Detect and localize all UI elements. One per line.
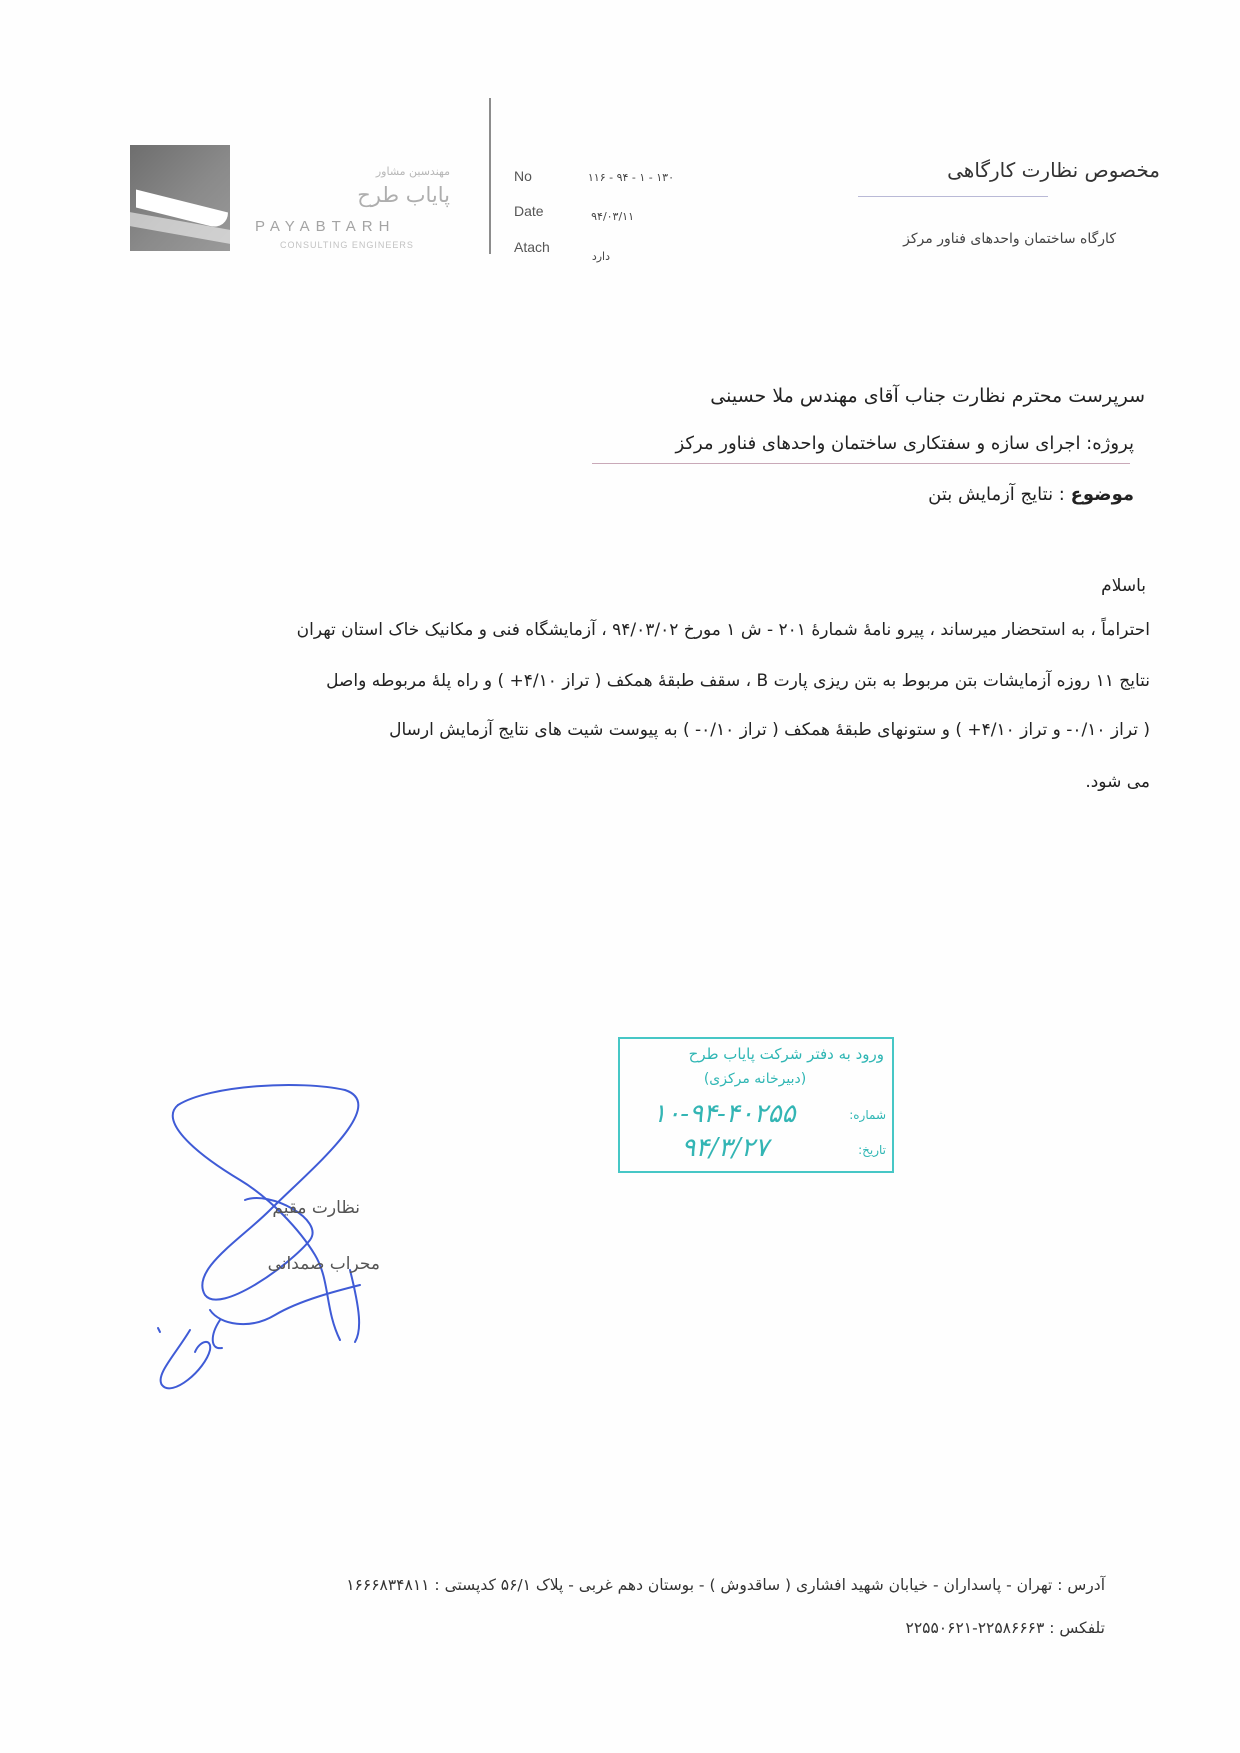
subject-label: موضوع [1070,484,1134,505]
company-logo [130,145,460,265]
handwritten-signature [150,1080,410,1400]
logo-mark-icon [130,145,230,251]
no-value: ۱۳۰ - ۱ - ۹۴ - ۱۱۶ [587,171,674,184]
received-stamp [618,1037,894,1173]
recipient-line: سرپرست محترم نظارت جناب آقای مهندس ملا حسینی [710,385,1145,407]
header-divider [489,98,491,254]
project-line: پروژه: اجرای سازه و سفتکاری ساختمان واحدهای فناور مرکز [675,433,1134,454]
no-label: No [514,168,532,184]
body-line: احتراماً ، به استحضار میرساند ، پیرو نامۀ شمارۀ ۲۰۱ - ش ۱ مورخ ۹۴/۰۳/۰۲ ، آزمایشگاه فنی و مکانیک خاک استان تهران [296,620,1150,640]
body-line: ( تراز ۰/۱۰- و تراز ۴/۱۰+ ) و ستونهای طبقۀ همکف ( تراز ۰/۱۰- ) به پیوست شیت های نتایج آزمایش ارسال [389,720,1150,740]
attach-label: Atach [514,239,550,255]
stamp-title: ورود به دفتر شرکت پایاب طرح [688,1045,884,1063]
greeting: باسلام [1101,576,1146,596]
classification-underline [858,196,1048,197]
stamp-number-label: شماره: [849,1108,886,1122]
project-underline [592,463,1130,464]
attach-value: دارد [591,250,610,263]
stamp-date-value: ۹۴/۳/۲۷ [681,1133,769,1163]
date-label: Date [514,203,544,219]
signer-role: نظارت مقیم [272,1198,360,1218]
logo-name-en: PAYABTARH [255,218,396,235]
classification-label: مخصوص نظارت کارگاهی [947,158,1160,182]
footer-address: آدرس : تهران - پاسداران - خیابان شهید افشاری ( ساقدوش ) - بوستان دهم غربی - پلاک ۵۶/۱ کدپستی : ۱۶۶۶۸۳۴۸۱۱ [346,1576,1105,1594]
subject-line [560,484,1134,505]
subject-text: : نتایج آزمایش بتن [928,484,1071,505]
body-line: نتایج ۱۱ روزه آزمایشات بتن مربوط به بتن ریزی پارت B ، سقف طبقۀ همکف ( تراز ۴/۱۰+ ) و راه پلۀ مربوطه واصل [326,671,1150,691]
workshop-label: کارگاه ساختمان واحدهای فناور مرکز [903,231,1116,247]
logo-tagline-en: CONSULTING ENGINEERS [280,240,414,250]
date-value: ۹۴/۰۳/۱۱ [591,210,634,223]
body-line: می شود. [1085,772,1150,792]
stamp-number-value: ۱۰-۹۴-۴۰۲۵۵ [652,1099,796,1129]
stamp-subtitle: (دبیرخانه مرکزی) [703,1071,807,1087]
footer-fax: تلفکس : ۲۲۵۸۶۶۶۳-۲۲۵۵۰۶۲۱ [905,1619,1105,1637]
logo-subtitle-fa: مهندسین مشاور [375,165,450,178]
logo-name-fa: پایاب طرح [357,183,450,207]
stamp-date-label: تاریخ: [858,1143,886,1157]
signer-name: محراب صمدانی [267,1254,380,1274]
